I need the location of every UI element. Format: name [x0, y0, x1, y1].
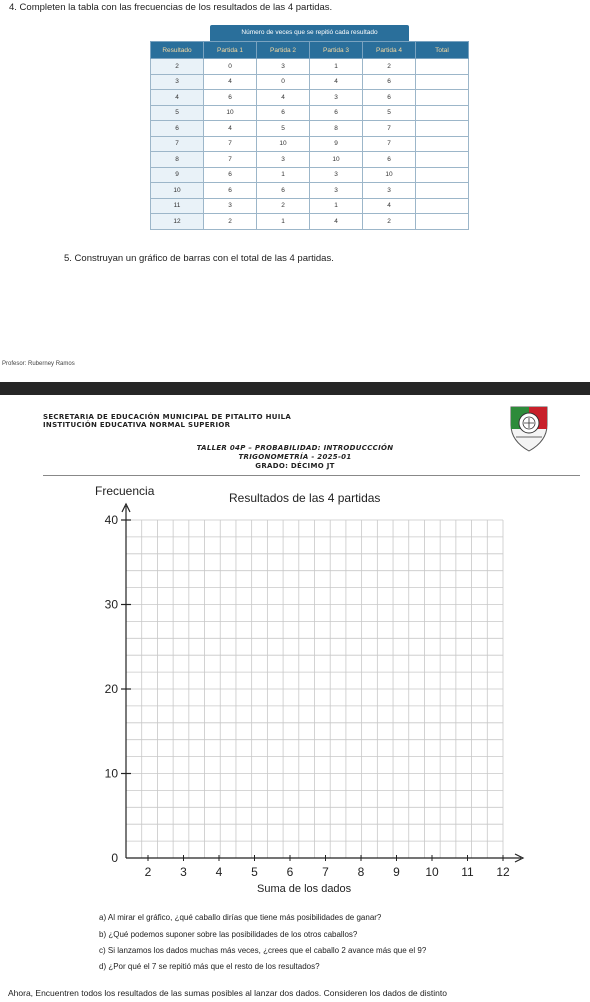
table-cell: 9 — [310, 136, 363, 152]
bar-chart — [0, 480, 590, 900]
table-caption: Número de veces que se repitió cada resultado — [210, 25, 409, 41]
table-cell: 6 — [363, 90, 416, 106]
table-row — [151, 198, 469, 214]
table-cell: 1 — [310, 59, 363, 75]
worksheet-page-2 — [0, 395, 590, 1002]
table-cell: 2 — [151, 59, 204, 75]
question-5: 5. Construyan un gráfico de barras con el total de las 4 partidas. — [64, 253, 334, 264]
x-tick-label: 4 — [215, 865, 223, 879]
closing-instruction: Ahora, Encuentren todos los resultados de las sumas posibles al lanzar dos dados. Consideren los dados de distinto — [8, 988, 447, 998]
table-cell: 4 — [204, 121, 257, 137]
chart-ylabel: Frecuencia — [95, 484, 155, 498]
y-tick-label: 40 — [104, 513, 118, 527]
table-row — [151, 90, 469, 106]
table-cell: 10 — [363, 167, 416, 183]
table-cell: 0 — [257, 74, 310, 90]
x-tick-label: 11 — [461, 865, 474, 879]
table-cell: 1 — [257, 214, 310, 230]
table-cell: 6 — [151, 121, 204, 137]
table-cell: 3 — [310, 167, 363, 183]
table-row — [151, 121, 469, 137]
table-header-cell: Resultado — [151, 42, 204, 59]
table-cell: 11 — [151, 198, 204, 214]
table-cell: 6 — [310, 105, 363, 121]
table-cell: 2 — [204, 214, 257, 230]
worksheet-page-1 — [0, 0, 590, 382]
table-cell: 7 — [363, 136, 416, 152]
table-cell: 6 — [363, 74, 416, 90]
total-cell[interactable] — [416, 214, 469, 230]
total-cell[interactable] — [416, 183, 469, 199]
frequency-grid — [150, 41, 469, 230]
total-cell[interactable] — [416, 198, 469, 214]
question-4: 4. Completen la tabla con las frecuencias de los resultados de las 4 partidas. — [9, 2, 333, 13]
x-tick-label: 3 — [180, 865, 187, 879]
table-cell: 0 — [204, 59, 257, 75]
table-cell: 6 — [257, 183, 310, 199]
table-cell: 5 — [257, 121, 310, 137]
table-cell: 2 — [257, 198, 310, 214]
chart-grid — [126, 520, 503, 858]
y-tick-label: 30 — [104, 597, 118, 612]
table-cell: 10 — [310, 152, 363, 168]
table-cell: 3 — [257, 152, 310, 168]
table-cell: 8 — [310, 121, 363, 137]
table-cell: 4 — [257, 90, 310, 106]
table-cell: 7 — [363, 121, 416, 137]
x-tick-label: 2 — [144, 865, 152, 879]
table-row — [151, 183, 469, 199]
workshop-title: TALLER 04P – PROBABILIDAD: INTRODUCCCIÓN — [196, 444, 394, 452]
table-cell: 4 — [310, 74, 363, 90]
total-cell[interactable] — [416, 59, 469, 75]
table-cell: 8 — [151, 152, 204, 168]
table-cell: 3 — [151, 74, 204, 90]
header-rule — [43, 475, 580, 476]
total-cell[interactable] — [416, 152, 469, 168]
table-cell: 4 — [310, 214, 363, 230]
table-row — [151, 59, 469, 75]
table-header-cell: Partida 4 — [363, 42, 416, 59]
table-cell: 6 — [204, 167, 257, 183]
x-tick-label: 9 — [393, 865, 400, 879]
table-cell: 4 — [204, 74, 257, 90]
table-cell: 3 — [204, 198, 257, 214]
table-cell: 3 — [363, 183, 416, 199]
table-cell: 4 — [363, 198, 416, 214]
table-header-cell: Partida 1 — [204, 42, 257, 59]
x-tick-label: 12 — [496, 865, 510, 879]
chart-xlabel: Suma de los dados — [257, 883, 352, 895]
table-cell: 9 — [151, 167, 204, 183]
table-cell: 12 — [151, 214, 204, 230]
table-row — [151, 105, 469, 121]
table-cell: 6 — [257, 105, 310, 121]
table-row — [151, 136, 469, 152]
chart-title: Resultados de las 4 partidas — [229, 491, 381, 505]
table-cell: 10 — [204, 105, 257, 121]
table-cell: 3 — [310, 90, 363, 106]
table-cell: 2 — [363, 214, 416, 230]
total-cell[interactable] — [416, 90, 469, 106]
table-cell: 1 — [310, 198, 363, 214]
header-institucion: INSTITUCIÓN EDUCATIVA NORMAL SUPERIOR — [43, 421, 231, 429]
table-row — [151, 167, 469, 183]
x-tick-label: 8 — [357, 865, 365, 879]
grade-title: GRADO: DÉCIMO JT — [255, 462, 335, 470]
total-cell[interactable] — [416, 136, 469, 152]
table-cell: 6 — [204, 90, 257, 106]
y-tick-label: 10 — [104, 766, 118, 781]
total-cell[interactable] — [416, 74, 469, 90]
question-b: b) ¿Qué podemos suponer sobre las posibilidades de los otros caballos? — [99, 930, 358, 939]
table-cell: 3 — [257, 59, 310, 75]
header-secretaria: SECRETARIA DE EDUCACIÓN MUNICIPAL DE PITALITO HUILA — [43, 413, 292, 421]
table-row — [151, 74, 469, 90]
frequency-table — [150, 25, 469, 230]
table-cell: 5 — [151, 105, 204, 121]
professor-credit: Profesor: Ruberney Ramos — [2, 361, 75, 367]
question-a: a) Al mirar el gráfico, ¿qué caballo dirías que tiene más posibilidades de ganar? — [99, 913, 382, 922]
table-cell: 4 — [151, 90, 204, 106]
table-cell: 1 — [257, 167, 310, 183]
question-c: c) Si lanzamos los dados muchas más veces, ¿crees que el caballo 2 avance más que el 9? — [99, 946, 427, 955]
y-tick-label: 0 — [111, 851, 118, 865]
subject-title: TRIGONOMETRÍA - 2025-01 — [238, 453, 352, 461]
table-cell: 7 — [204, 152, 257, 168]
table-header-cell: Total — [416, 42, 469, 59]
table-cell: 7 — [204, 136, 257, 152]
table-cell: 2 — [363, 59, 416, 75]
table-cell: 10 — [151, 183, 204, 199]
total-cell[interactable] — [416, 167, 469, 183]
x-tick-label: 5 — [251, 865, 258, 879]
table-header-cell: Partida 2 — [257, 42, 310, 59]
question-d: d) ¿Por qué el 7 se repitió más que el resto de los resultados? — [99, 962, 320, 971]
x-tick-label: 10 — [425, 865, 439, 879]
table-row — [151, 152, 469, 168]
table-cell: 10 — [257, 136, 310, 152]
table-header-cell: Partida 3 — [310, 42, 363, 59]
chart-axes — [122, 504, 523, 862]
page-separator — [0, 382, 590, 395]
table-cell: 5 — [363, 105, 416, 121]
x-tick-label: 7 — [322, 865, 329, 879]
y-tick-label: 20 — [104, 682, 118, 696]
table-cell: 6 — [363, 152, 416, 168]
table-cell: 7 — [151, 136, 204, 152]
table-cell: 6 — [204, 183, 257, 199]
table-row — [151, 214, 469, 230]
x-tick-label: 6 — [286, 865, 294, 879]
table-cell: 3 — [310, 183, 363, 199]
total-cell[interactable] — [416, 105, 469, 121]
total-cell[interactable] — [416, 121, 469, 137]
